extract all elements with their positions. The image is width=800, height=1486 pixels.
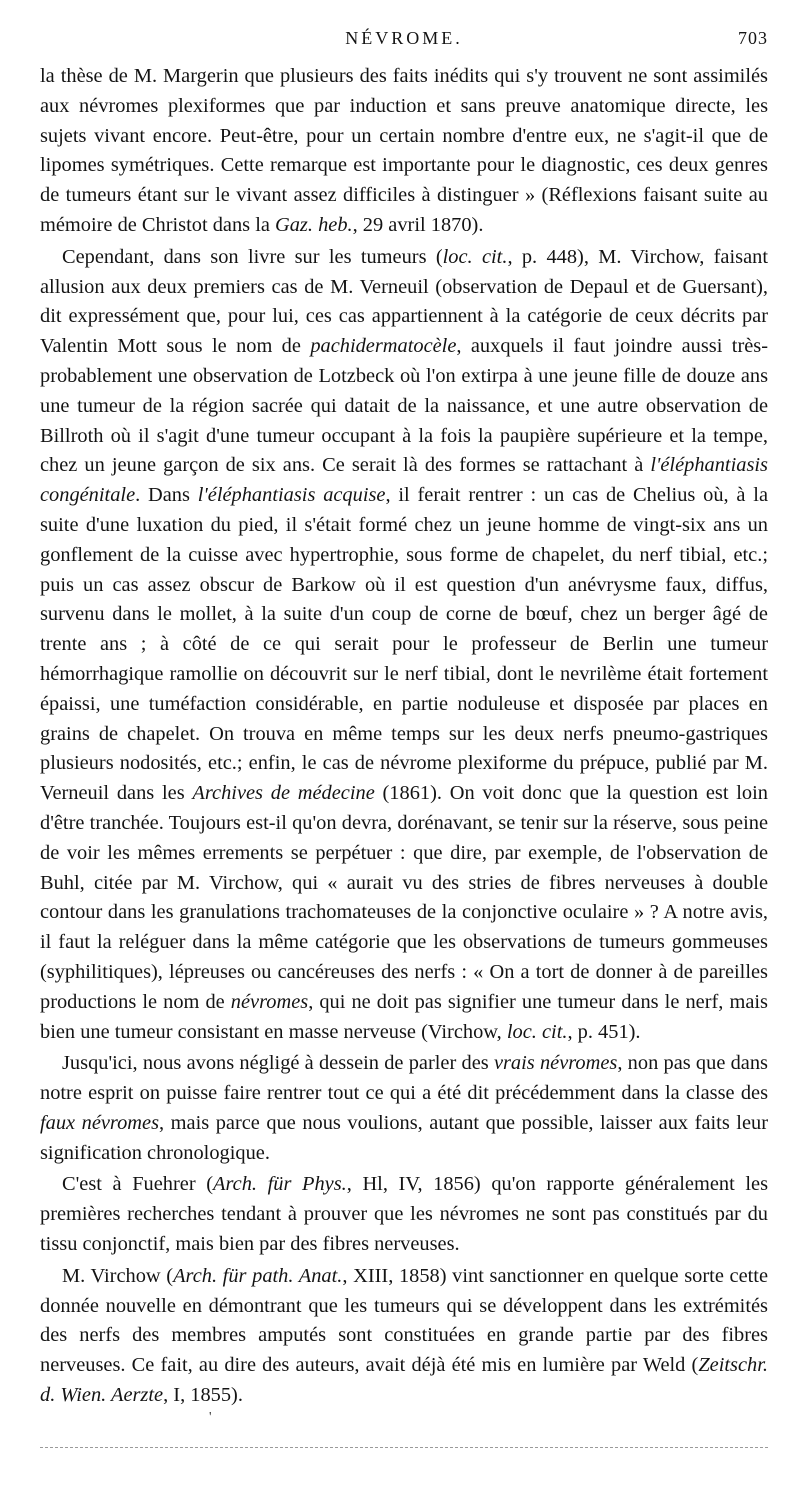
text-run: , auxquels il faut joindre aussi très-probablement une observation de Lotzbeck où l'on extirpa à une jeune fille de douze ans une tumeur de la région sacrée qui datait de la naissance, et une autre observation de Billroth où il s'agit d'une tumeur occupant à la fois la paupière supérieure et la tempe, chez un jeune garçon de six ans. Ce serait là des formes se rattachant à: [40, 335, 769, 477]
page-number: 703: [738, 28, 768, 48]
book-page: [40, 28, 768, 1413]
italic-text: pachidermatocèle: [310, 335, 457, 358]
text-run: , I, 1855).: [163, 1384, 243, 1407]
italic-text: vrais névromes: [493, 1052, 618, 1075]
text-run: , Hl, IV, 1856) qu'on rapporte généralement les premières recherches tendant à prouver que les névromes ne sont pas constitués par du tissu conjonctif, mais bien par des fibres nerveuses.: [40, 1173, 769, 1256]
italic-text: l'éléphantiasis acquise: [197, 484, 386, 507]
paragraph: [40, 62, 768, 241]
text-run: C'est à Fuehrer (: [62, 1173, 214, 1196]
text-run: , il ferait rentrer : un cas de Chelius où, à la suite d'une luxation du pied, il s'était formé chez un jeune homme de vingt-six ans un gonflement de la cuisse avec hypertrophie, sous forme de chapelet, du nerf tibial, etc.; puis un cas assez obscur de Barkow où il est question d'un anévrysme faux, diffus, survenu dans le mollet, à la suite d'un coup de corne de bœuf, chez un berger âgé de trente ans ; à côté de ce qui serait pour le professeur de Berlin une tumeur hémorrhagique ramollie on découvrit sur le nerf tibial, dont le nevrilème était fortement épaissi, une tuméfaction considérable, en partie noduleuse et disposée par places en grains de chapelet. On trouva en même temps sur les deux nerfs pneumo-gastriques plusieurs nodosités, etc.; enfin, le cas de névrome plexiforme du prépuce, publié par M. Verneuil dans les: [40, 484, 768, 805]
italic-text: l'éléphantiasis congénitale: [40, 454, 768, 507]
paragraph: [40, 1049, 768, 1168]
text-run: , mais parce que nous voulions, autant que possible, laisser aux faits leur signification chronologique.: [40, 1111, 768, 1164]
stray-ink-mark: ': [209, 1410, 212, 1425]
italic-text: faux névromes: [40, 1111, 160, 1134]
text-run: , non pas que dans notre esprit on puisse faire rentrer tout ce qui a été dit précédemment dans la classe des: [40, 1052, 768, 1105]
running-title: NÉVROME.: [345, 28, 463, 48]
text-run: Cependant, dans son livre sur les tumeurs (: [62, 245, 443, 268]
paragraph: [40, 243, 768, 1048]
text-run: Jusqu'ici, nous avons négligé à dessein de parler des: [62, 1052, 494, 1075]
italic-text: Zeitschr. d. Wien. Aerzte: [40, 1354, 768, 1407]
text-run: (1861). On voit donc que la question est loin d'être tranchée. Toujours est-il qu'on devra, dorénavant, se tenir sur la réserve, sous peine de voir les mêmes errements se perpétuer : que dire, par exemple, de l'observation de Buhl, citée par M. Virchow, qui « aurait vu des stries de fibres nerveuses à double contour dans les granulations trachomateuses de la conjonctive oculaire » ? A notre avis, il faut la reléguer dans la même catégorie que les observations de tumeurs gommeuses (syphilitiques), lépreuses ou cancéreuses des nerfs : « On a tort de donner à de pareilles productions le nom de: [40, 782, 768, 1013]
italic-text: Archives de médecine: [192, 782, 375, 805]
italic-text: loc. cit.: [442, 245, 508, 268]
text-run: , 29 avril 1870).: [352, 213, 484, 236]
text-run: , qui ne doit pas signifier une tumeur dans le nerf, mais bien une tumeur consistant en masse nerveuse (Virchow,: [40, 990, 768, 1043]
bottom-dashed-rule: [40, 1447, 768, 1448]
paragraph: [40, 1170, 768, 1259]
text-run: M. Virchow (: [62, 1264, 174, 1287]
text-run: . Dans: [135, 484, 198, 507]
italic-text: Gaz. heb.: [275, 213, 353, 236]
paragraph: [40, 1262, 768, 1411]
italic-text: Arch. für Phys.: [213, 1173, 347, 1196]
text-run: , p. 448), M. Virchow, faisant allusion aux deux premiers cas de M. Verneuil (observation de Depaul et de Guersant), dit expressément que, pour lui, ces cas appartiennent à la catégorie de ceux décrits par Valentin Mott sous le nom de: [40, 245, 768, 358]
running-head: [40, 28, 768, 58]
italic-text: loc. cit.: [506, 1020, 568, 1043]
italic-text: névromes: [230, 990, 309, 1013]
text-run: , XIII, 1858) vint sanctionner en quelque sorte cette donnée nouvelle en démontrant que les tumeurs qui se développent dans les extrémités des nerfs des membres amputés sont constituées en grande partie par des fibres nerveuses. Ce fait, au dire des auteurs, avait déjà été mis en lumière par Weld (: [40, 1264, 768, 1377]
italic-text: Arch. für path. Anat.: [173, 1264, 343, 1287]
text-run: , p. 451).: [567, 1020, 641, 1043]
text-run: la thèse de M. Margerin que plusieurs des faits inédits qui s'y trouvent ne sont assimilés aux névromes plexiformes que par induction et sans preuve anatomique directe, les sujets vivant encore. Peut-être, pour un certain nombre d'entre eux, ne s'agit-il que de lipomes symétriques. Cette remarque est importante pour le diagnostic, ces deux genres de tumeurs étant sur le vivant assez difficiles à distinguer » (Réflexions faisant suite au mémoire de Christot dans la: [40, 65, 768, 236]
body-text: [40, 62, 768, 1411]
